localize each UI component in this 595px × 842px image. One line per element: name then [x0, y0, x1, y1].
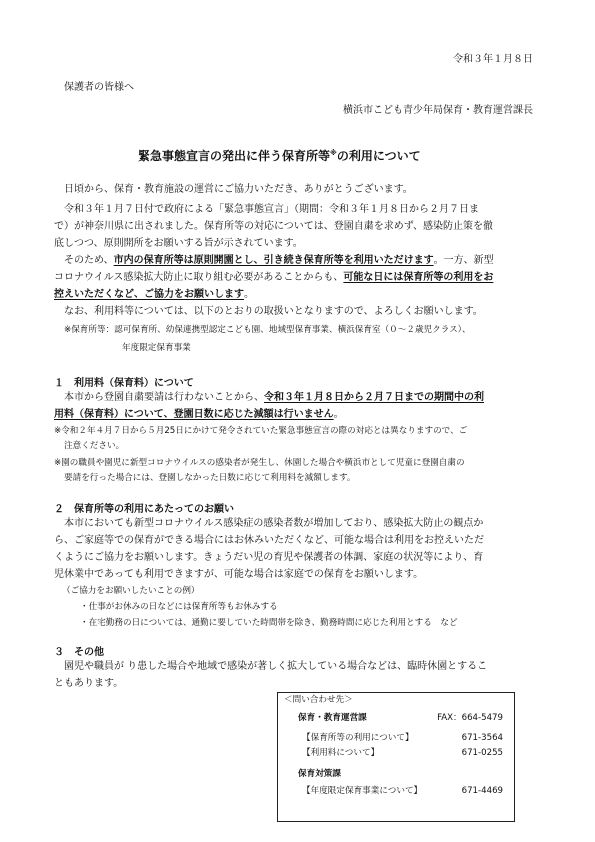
contact-heading: ＜問い合わせ先＞ — [284, 695, 353, 705]
section1-note1-line1: ※令和２年４月７日から５月25日にかけて発令されていた緊急事態宣言の際の対応とは異なりますので、ご — [54, 426, 468, 436]
section2-heading: ２ 保育所等の利用にあたってのお願い — [54, 504, 234, 515]
intro-p3-line2-emphasis: 可能な日には保育所等の利用をお — [343, 272, 494, 283]
section3-heading: ３ その他 — [54, 647, 104, 658]
section1-line2 — [54, 408, 344, 422]
contact-tel1: 671-3564 — [461, 733, 503, 743]
contact-item2: 【利用料について】 — [302, 748, 380, 758]
intro-p3-emphasis: 市内の保育所等は原則開園とし、引き続き保育所等を利用いただけます — [113, 255, 434, 266]
contact-dept2: 保育対策課 — [298, 769, 341, 779]
section1-note2-line2: 要請を行った場合には、登園しなかった日数に応じて利用料を減額します。 — [64, 473, 356, 483]
intro-p1: 日頃から、保育・教育施設の運営にご協力いただき、ありがとうございます。 — [64, 184, 413, 195]
contact-tel3: 671-4469 — [461, 786, 503, 796]
section2-line3: くようにご協力をお願いします。きょうだい児の育児や保護者の体調、家庭の状況等により、育 — [54, 552, 484, 563]
title-main: 緊急事態宣言の発出に伴う保育所等 — [138, 149, 331, 163]
intro-p2-line1: 令和３年１月７日付で政府による「緊急事態宣言」（期間：令和３年１月８日から２月７日ま — [64, 204, 479, 215]
intro-p2-line2: で）が神奈川県に出されました。保育所等の対応については、登園自粛を求めず、感染防止策を徹 — [54, 221, 493, 232]
document-title — [138, 147, 421, 164]
intro-p3-line3 — [54, 288, 254, 302]
section1-line2-trail: 。 — [333, 409, 344, 420]
intro-p3-line3-trail: 。 — [244, 289, 254, 300]
section1-line1-emphasis: 令和３年１月８日から２月７日までの期間中の利 — [264, 392, 484, 403]
contact-item1: 【保育所等の利用について】 — [302, 733, 414, 743]
intro-p3-line3-emphasis: 控えいただくなど、ご協力をお願いします — [54, 289, 244, 300]
section2-line4: 児休業中であっても利用できますが、可能な場合は家庭での保育をお願いします。 — [54, 569, 424, 580]
section1-heading: １ 利用料（保育料）について — [54, 378, 194, 389]
contact-item3: 【年度限定保育事業について】 — [302, 786, 423, 796]
intro-p3-line2-lead: コロナウイルス感染拡大防止に取り組む必要があることからも、 — [54, 272, 344, 283]
intro-p3-line2 — [54, 271, 493, 285]
intro-p3-lead: そのため、 — [64, 255, 114, 266]
section1-note1-line2: 注意ください。 — [64, 441, 125, 451]
sender: 横浜市こども青少年局保育・教育運営課長 — [343, 105, 533, 116]
contact-tel2: 671-0255 — [461, 748, 503, 758]
contact-dept1: 保育・教育運営課 — [298, 713, 367, 723]
section1-note2-line1: ※園の職員や園児に新型コロナウイルスの感染者が発生し、休園した場合や横浜市として児童に登園自粛の — [54, 458, 465, 468]
title-tail: の利用について — [336, 149, 421, 163]
intro-note-line2: 年度限定保育事業 — [122, 343, 191, 353]
contact-fax: FAX：664-5479 — [437, 713, 503, 723]
intro-p4: なお、利用料等については、以下のとおりの取扱いとなりますので、よろしくお願いします。 — [64, 306, 483, 317]
section2-line2: ら、ご家庭等での保育ができる場合にはお休みいただくなど、可能な場合は利用をお控えいただ — [54, 535, 484, 546]
section1-line1 — [64, 391, 484, 405]
title-mark: ※ — [330, 149, 337, 157]
section1-line1-lead: 本市から登園自粛要請は行わないことから、 — [64, 392, 264, 403]
addressee: 保護者の皆様へ — [64, 82, 134, 93]
intro-p3-trail: 。一方、新型 — [433, 255, 494, 266]
section3-line1: 園児や職員が り患した場合や地域で感染が著しく拡大している場合などは、臨時休園とするこ — [64, 661, 488, 672]
section1-line2-emphasis: 用料（保育料）について、登園日数に応じた減額は行いません — [54, 409, 334, 420]
intro-p2-line3: 底しつつ、原則開所をお願いする旨が示されています。 — [54, 238, 303, 249]
section3-line2: ともあります。 — [54, 678, 124, 689]
section2-line1: 本市においても新型コロナウイルス感染症の感染者数が増加しており、感染拡大防止の観点か — [64, 518, 484, 529]
section2-example-1: ・仕事がお休みの日などには保育所等もお休みする — [80, 602, 278, 612]
section2-example-2: ・在宅勤務の日については、通勤に要していた時間帯を除き、勤務時間に応じた利用とする など — [80, 618, 458, 628]
section2-example-heading: （ご協力をお願いしたいことの例） — [62, 586, 200, 596]
intro-note-line1: ※保育所等：認可保育所、幼保連携型認定こども園、地域型保育事業、横浜保育室（０～２歳児クラス）、 — [64, 325, 471, 335]
intro-p3-line1 — [64, 254, 494, 268]
document-date: 令和３年１月８日 — [453, 54, 533, 65]
